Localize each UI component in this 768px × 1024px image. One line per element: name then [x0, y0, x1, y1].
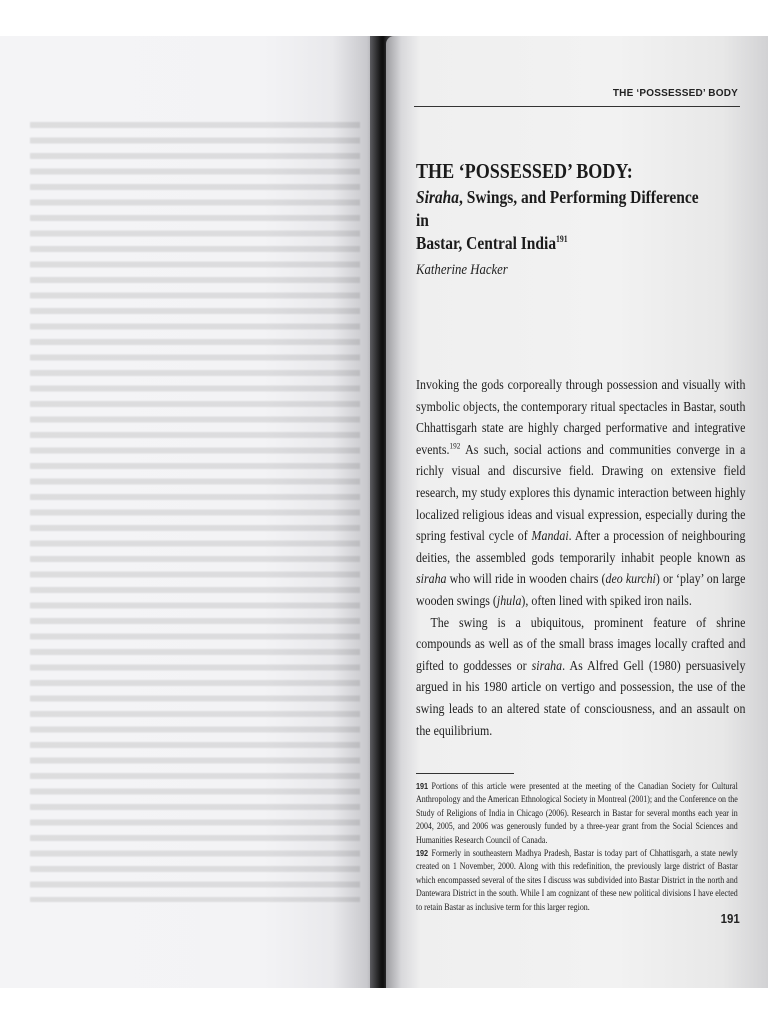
- text-run: Invoking the gods corporeally through possession and visually with symbolic objects, the contemporary ritual spectacles in Bastar, south Chhattisgarh state are highly charged performative and integrative events.: [416, 377, 746, 457]
- text-run: who will ride in wooden chairs (: [446, 571, 606, 587]
- italic-term: siraha: [531, 657, 563, 673]
- note-marker-191: 191: [556, 234, 568, 244]
- text-run: ), often lined with spiked iron nails.: [521, 592, 692, 608]
- footnote-text: Portions of this article were presented at the meeting of the Canadian Society for Cultural Anthropology and the American Ethnological Society in Montreal (2001); and the Conference on the Study of Religions of India in Chicago (2006). Research in Bastar for several months each year in 2004, 2005, and 2006 was generously funded by a three-year grant from the Social Sciences and Humanities Research Council of Canada.: [416, 781, 738, 845]
- footnote: [416, 780, 738, 847]
- left-page-show-through: [0, 36, 378, 988]
- text-run: As such, social actions and communities converge in a richly visual and discursive field. Drawing on extensive field research, my study explores this dynamic interaction between highly localized religious ideas and visual expression, especially during the spring festival cycle of: [416, 441, 746, 544]
- body-paragraph: [416, 374, 745, 612]
- italic-term: deo kurchi: [605, 571, 656, 587]
- body-paragraph: [416, 612, 745, 742]
- text-run: The swing is a ubiquitous, prominent feature of shrine compounds as well as of the small brass images locally crafted and gifted to goddesses or: [416, 614, 746, 673]
- open-book: [0, 36, 768, 988]
- italic-term: siraha: [416, 571, 447, 587]
- footnote-number: 192: [416, 848, 429, 859]
- header-rule: [414, 106, 740, 107]
- text-run: . As Alfred Gell (1980) persuasively argued in his 1980 article on vertigo and possession, the use of the swing leads to an altered state of consciousness, and an assault on the equilibrium.: [416, 657, 746, 738]
- text-run: . After a procession of neighbouring deities, the assembled gods temporarily inhabit people known as: [416, 528, 746, 565]
- article-title: THE ‘POSSESSED’ BODY:: [416, 159, 633, 183]
- subtitle-line-2: Bastar, Central India: [416, 233, 557, 253]
- footnote-number: 191: [416, 781, 429, 791]
- right-page: [386, 36, 768, 988]
- article-subtitle: [416, 186, 708, 255]
- italic-term: Mandai: [531, 528, 569, 544]
- footnote-rule: [416, 773, 514, 774]
- footnote-reference: 192: [449, 441, 461, 451]
- page-number: 191: [720, 911, 740, 926]
- subtitle-italic-word: Siraha: [416, 187, 460, 207]
- italic-term: jhula: [496, 592, 522, 608]
- author-name: Katherine Hacker: [416, 262, 508, 278]
- show-through-text: [30, 96, 360, 956]
- footnote-text: Formerly in southeastern Madhya Pradesh, Bastar is today part of Chhattisgarh, a state newly created on 1 November, 2000. Along with this redefinition, the previously large district of Bastar which encompassed several of the sites I discuss was subdivided into Bastar District in the north and Dantewara District in the south. While I am cognizant of these new political divisions I have elected to retain Bastar as inclusive term for this larger region.: [416, 848, 738, 912]
- text-run: ) or ‘play’ on large wooden swings (: [416, 571, 746, 608]
- footnote: [416, 847, 738, 914]
- subtitle-line-1: , Swings, and Performing Difference in: [416, 187, 699, 230]
- running-head: THE ‘POSSESSED’ BODY: [612, 88, 738, 99]
- article-body: [416, 374, 745, 741]
- footnotes: [416, 780, 738, 914]
